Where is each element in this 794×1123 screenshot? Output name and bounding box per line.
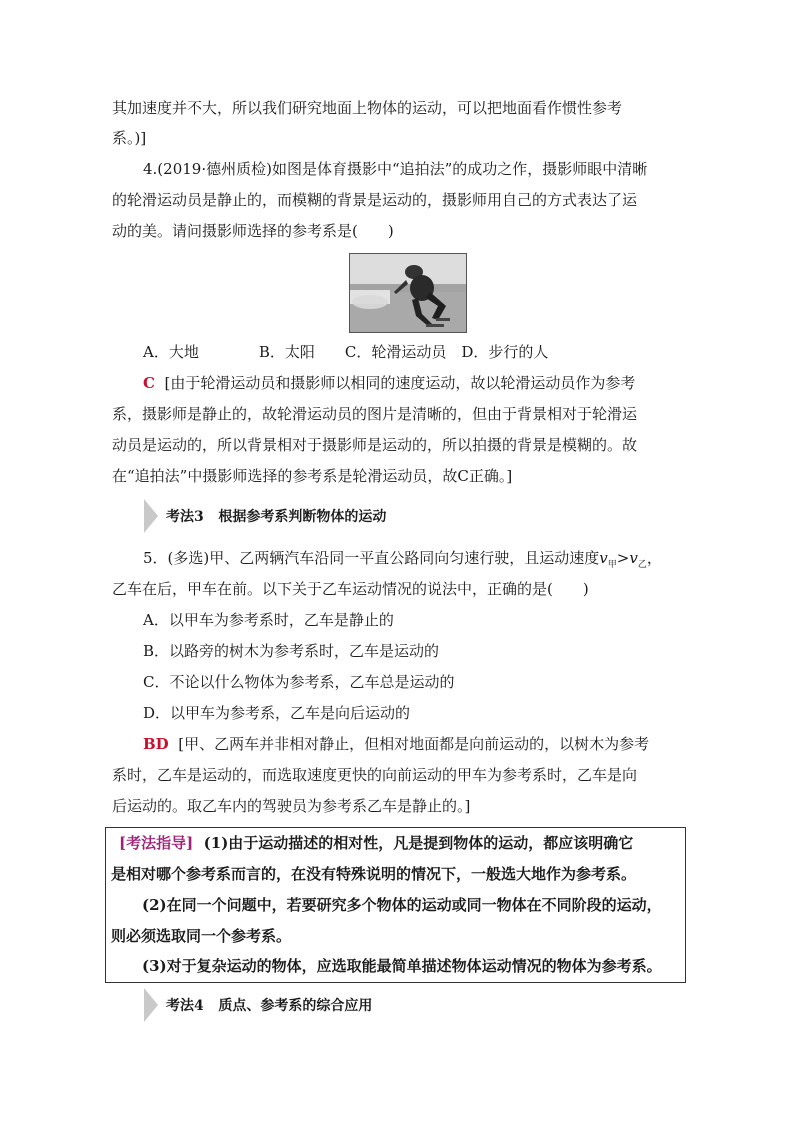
text-line: 在“追拍法”中摄影师选择的参考系是轮滑运动员，故C正确。]: [112, 467, 513, 485]
inline-skater-image: [350, 254, 466, 332]
option-a: A．以甲车为参考系时，乙车是静止的: [143, 611, 394, 629]
section-heading-3: [144, 499, 386, 533]
section-title: 根据参考系判断物体的运动: [218, 509, 387, 525]
option-c: C．不论以什么物体为参考系，乙车总是运动的: [143, 673, 455, 691]
guide-p2: (2)在同一个问题中，若要研究多个物体的运动或同一物体在不同阶段的运动，: [142, 896, 662, 914]
text-line: 其加速度并不大，所以我们研究地面上物体的运动，可以把地面看作惯性参考: [112, 99, 623, 117]
explanation-text: [甲、乙两车并非相对静止，但相对地面都是向前运动的，以树木为参考: [178, 735, 650, 753]
section-heading-4: [144, 988, 372, 1022]
text-line: 后运动的。取乙车内的驾驶员为参考系乙车是静止的。]: [112, 797, 471, 815]
section-title: 质点、参考系的综合应用: [218, 998, 373, 1014]
question-4-options: A．大地 B．太阳 C．轮滑运动员 D．步行的人: [143, 343, 549, 361]
question-4-explanation: [143, 372, 635, 394]
text-line: 动的美。请问摄影师选择的参考系是( ): [112, 222, 394, 240]
section-number: 考法3: [166, 509, 204, 525]
answer-label: C: [143, 374, 155, 392]
guide-p2-cont: 则必须选取同一个参考系。: [111, 927, 292, 945]
skater-photo: [349, 253, 467, 333]
question-5-explanation: [143, 733, 649, 755]
question-4-stem: 4.(2019·德州质检)如图是体育摄影中“追拍法”的成功之作，摄影师眼中清晰: [143, 160, 648, 178]
guide-p1: [考法指导] (1)由于运动描述的相对性，凡是提到物体的运动，都应该明确它: [119, 834, 634, 852]
guide-tag: [考法指导]: [119, 834, 194, 852]
method-guide-box: [105, 827, 686, 983]
guide-p3: (3)对于复杂运动的物体，应选取能最简单描述物体运动情况的物体为参考系。: [142, 957, 662, 975]
question-5-stem: 5．(多选)甲、乙两辆汽车沿同一平直公路同向匀速行驶，且运动速度$v_甲>v_乙$，: [143, 549, 662, 570]
section-number: 考法4: [166, 998, 204, 1014]
answer-label: BD: [143, 735, 169, 753]
option-d: D．以甲车为参考系，乙车是向后运动的: [143, 704, 411, 722]
text-line: 系，摄影师是静止的，故轮滑运动员的图片是清晰的，但由于背景相对于轮滑运: [112, 405, 638, 423]
text-line: 系时，乙车是运动的，而选取速度更快的向前运动的甲车为参考系时，乙车是向: [112, 766, 638, 784]
text-line: 动员是运动的，所以背景相对于摄影师是运动的，所以拍摄的背景是模糊的。故: [112, 436, 638, 454]
text-line: 乙车在后，甲车在前。以下关于乙车运动情况的说法中，正确的是( ): [112, 580, 589, 598]
text-line: 系。)]: [112, 129, 147, 147]
chevron-right-icon: [144, 988, 158, 1022]
guide-p1-cont: 是相对哪个参考系而言的，在没有特殊说明的情况下，一般选大地作为参考系。: [111, 865, 637, 883]
text-line: 的轮滑运动员是静止的，而模糊的背景是运动的，摄影师用自己的方式表达了运: [112, 191, 638, 209]
option-b: B．以路旁的树木为参考系时，乙车是运动的: [143, 642, 440, 660]
chevron-right-icon: [144, 499, 158, 533]
explanation-text: [由于轮滑运动员和摄影师以相同的速度运动，故以轮滑运动员作为参考: [164, 374, 636, 392]
